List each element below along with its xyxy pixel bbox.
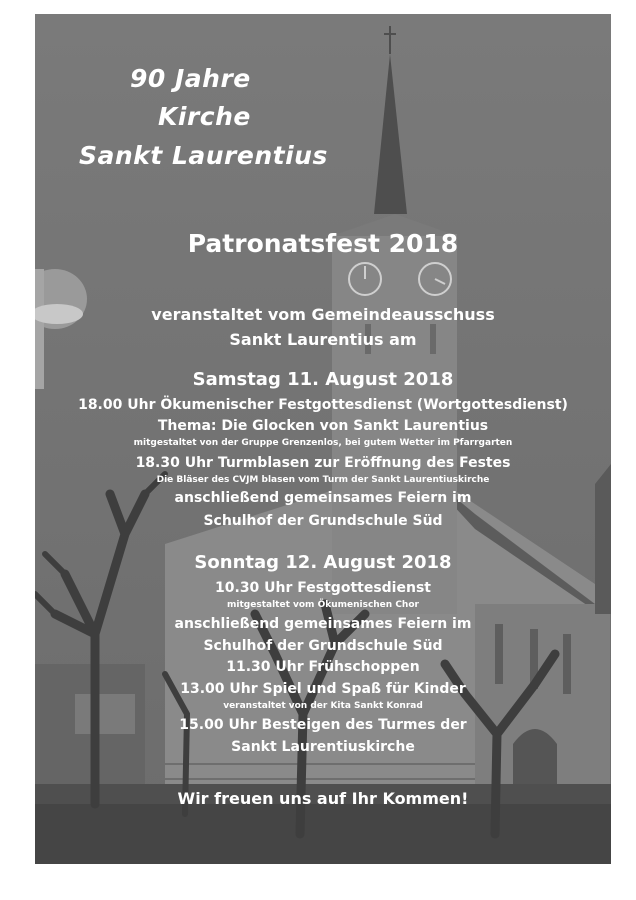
sunday-item-1: 10.30 Uhr Festgottesdienst <box>215 580 431 596</box>
saturday-date: Samstag 11. August 2018 <box>192 369 454 390</box>
saturday-item-3-line-2: Schulhof der Grundschule Süd <box>203 513 443 529</box>
sunday-item-5-line-2: Sankt Laurentiuskirche <box>231 739 415 755</box>
sunday-item-4-note: veranstaltet von der Kita Sankt Konrad <box>223 701 423 711</box>
saturday-item-2-note: Die Bläser des CVJM blasen vom Turm der Sankt Laurentiuskirche <box>156 475 490 485</box>
heading-line-1: 90 Jahre <box>130 64 251 93</box>
organizer-line-2: Sankt Laurentius am <box>229 330 417 349</box>
poster <box>35 14 611 864</box>
sunday-item-4: 13.00 Uhr Spiel und Spaß für Kinder <box>180 681 466 697</box>
saturday-item-1-theme: Thema: Die Glocken von Sankt Laurentius <box>157 418 489 434</box>
saturday-item-1: 18.00 Uhr Ökumenischer Festgottesdienst (Wortgottesdienst) <box>78 397 568 413</box>
event-title: Patronatsfest 2018 <box>187 229 459 258</box>
closing-line: Wir freuen uns auf Ihr Kommen! <box>177 789 469 808</box>
saturday-item-2: 18.30 Uhr Turmblasen zur Eröffnung des Festes <box>135 455 511 471</box>
heading-line-3: Sankt Laurentius <box>79 141 328 170</box>
sunday-date: Sonntag 12. August 2018 <box>194 552 452 573</box>
sunday-item-2-line-2: Schulhof der Grundschule Süd <box>203 638 443 654</box>
saturday-item-1-note: mitgestaltet von der Gruppe Grenzenlos, bei gutem Wetter im Pfarrgarten <box>133 438 513 448</box>
saturday-item-3-line-1: anschließend gemeinsames Feiern im <box>174 490 472 506</box>
heading-line-2: Kirche <box>158 102 251 131</box>
organizer-line-1: veranstaltet vom Gemeindeausschuss <box>151 305 495 324</box>
sunday-item-5-line-1: 15.00 Uhr Besteigen des Turmes der <box>179 717 467 733</box>
sunday-item-1-note: mitgestaltet vom Ökumenischen Chor <box>227 600 419 610</box>
sunday-item-3: 11.30 Uhr Frühschoppen <box>226 659 420 675</box>
sunday-item-2-line-1: anschließend gemeinsames Feiern im <box>174 616 472 632</box>
